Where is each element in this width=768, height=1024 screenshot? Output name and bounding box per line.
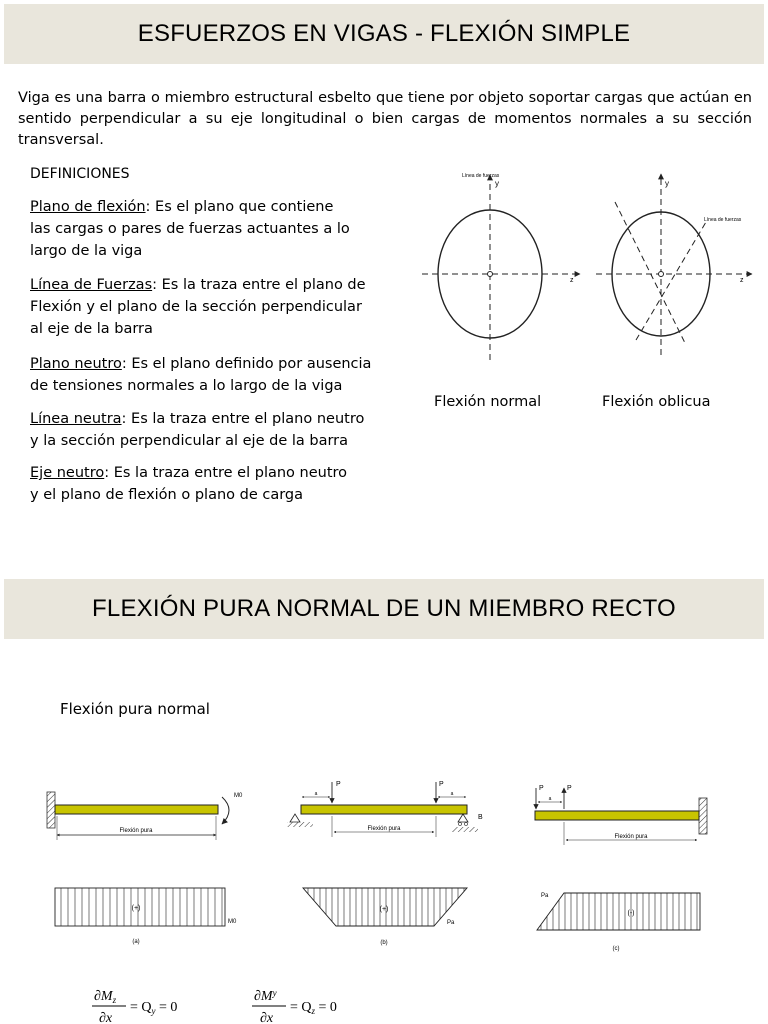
label-plus: (+) [131,905,141,912]
section-title-text: ESFUERZOS EN VIGAS - FLEXIÓN SIMPLE [137,20,631,47]
eq-term: = Q [130,1000,152,1015]
beam [535,811,699,820]
eq-term: = 0 [315,1000,337,1015]
label-z: z [740,277,744,284]
svg-text:= Qz = 0 [290,1000,337,1016]
label-flexion-pura: Flexión pura [367,826,401,832]
diagram-outline [537,893,700,930]
roller-support [458,814,468,822]
label-fig-c: (c) [612,946,620,952]
label-linea-fuerzas: Línea de fuerzas [704,217,742,223]
eq-term: = 0 [155,1000,178,1015]
figure-flexion-normal [422,175,580,360]
diagram-hatching [541,893,697,930]
definition-text: : Es el plano definido por ausencia [121,356,372,372]
label-p: P [336,781,341,788]
eq-term: ∂x [99,1011,113,1024]
equation-2 [252,988,337,1024]
moment-diagram-c [537,893,700,930]
eq-term: ∂x [260,1011,274,1024]
definition-text: : Es la traza entre el plano de [152,277,366,293]
definition-term: Eje neutro [30,465,105,481]
label-fig-a: (a) [132,939,140,945]
beam [301,805,467,814]
beam [55,805,218,814]
svg-text:∂My [254,988,277,1004]
section-title-text: FLEXIÓN PURA NORMAL DE UN MIEMBRO RECTO [92,595,676,622]
eq-sub: y [151,1006,156,1016]
caption-flexion-normal: Flexión normal [434,394,542,410]
definition-text: : Es el plano que contiene [145,199,334,215]
definition-term: Línea de Fuerzas [30,277,153,293]
label-p: P [539,785,544,792]
pin-support [290,814,300,822]
label-p: P [439,781,444,788]
centroid [659,272,664,277]
svg-text:∂Mz [94,989,117,1005]
label-m0: M0 [228,919,237,925]
definition-term: Plano neutro [30,356,122,372]
ground-hatch [452,827,478,832]
definitions-heading: DEFINICIONES [30,166,130,182]
label-a: a [450,791,454,797]
centroid [488,272,493,277]
label-m0: M0 [234,793,243,799]
definition-text: Flexión y el plano de la sección perpendicular [30,299,362,315]
definition-term: Plano de flexión [30,199,146,215]
intro-paragraph: Viga es una barra o miembro estructural esbelto que tiene por objeto soportar cargas que actúan en sentido perpendicular a su eje longitudinal o bien cargas de momentos normales a su sección transversal. [18,90,752,148]
eq-sub: z [112,995,117,1005]
definition-text: largo de la viga [30,243,143,259]
wall-support [47,792,55,828]
definition-text: : Es la traza entre el plano neutro [104,465,348,481]
label-a: a [314,791,318,797]
label-pa: Pa [447,920,455,926]
svg-text:= Qy = 0 [130,1000,177,1016]
label-fig-b: (b) [380,940,388,946]
equation-1 [92,989,177,1024]
figure-flexion-oblicua [596,174,752,355]
subtitle-flexion-pura-normal: Flexión pura normal [60,700,210,718]
force-line [636,222,706,340]
wall-support [699,798,707,834]
definition-term: Línea neutra [30,411,122,427]
moment-arrow [222,797,229,824]
diagram-hatching [61,888,222,926]
ground-hatch [287,822,313,827]
eq-term: ∂M [254,989,273,1004]
definition-text: de tensiones normales a lo largo de la viga [30,378,343,394]
label-a: a [548,796,552,802]
definition-text: y la sección perpendicular al eje de la barra [30,433,349,449]
label-flexion-pura: Flexión pura [614,834,648,840]
label-pa: Pa [541,893,549,899]
eq-term: ∂M [94,989,113,1004]
label-y: y [495,179,499,188]
eq-term: = Q [290,1000,312,1015]
label-b: B [478,814,483,821]
definition-text: : Es la traza entre el plano neutro [121,411,365,427]
label-flexion-pura: Flexión pura [119,828,153,834]
eq-sub: z [311,1006,316,1016]
label-linea-fuerzas: Línea de fuerzas [462,173,500,179]
label-p: P [567,785,572,792]
caption-flexion-oblicua: Flexión oblicua [602,394,711,410]
label-plus: (+) [379,906,389,913]
definition-text: las cargas o pares de fuerzas actuantes a lo [30,221,350,237]
eq-sub: y [272,988,277,998]
label-y: y [665,179,669,188]
definition-text: y el plano de flexión o plano de carga [30,487,304,503]
label-minus: (-) [627,910,635,917]
label-z: z [570,277,574,284]
definition-text: al eje de la barra [30,321,153,337]
